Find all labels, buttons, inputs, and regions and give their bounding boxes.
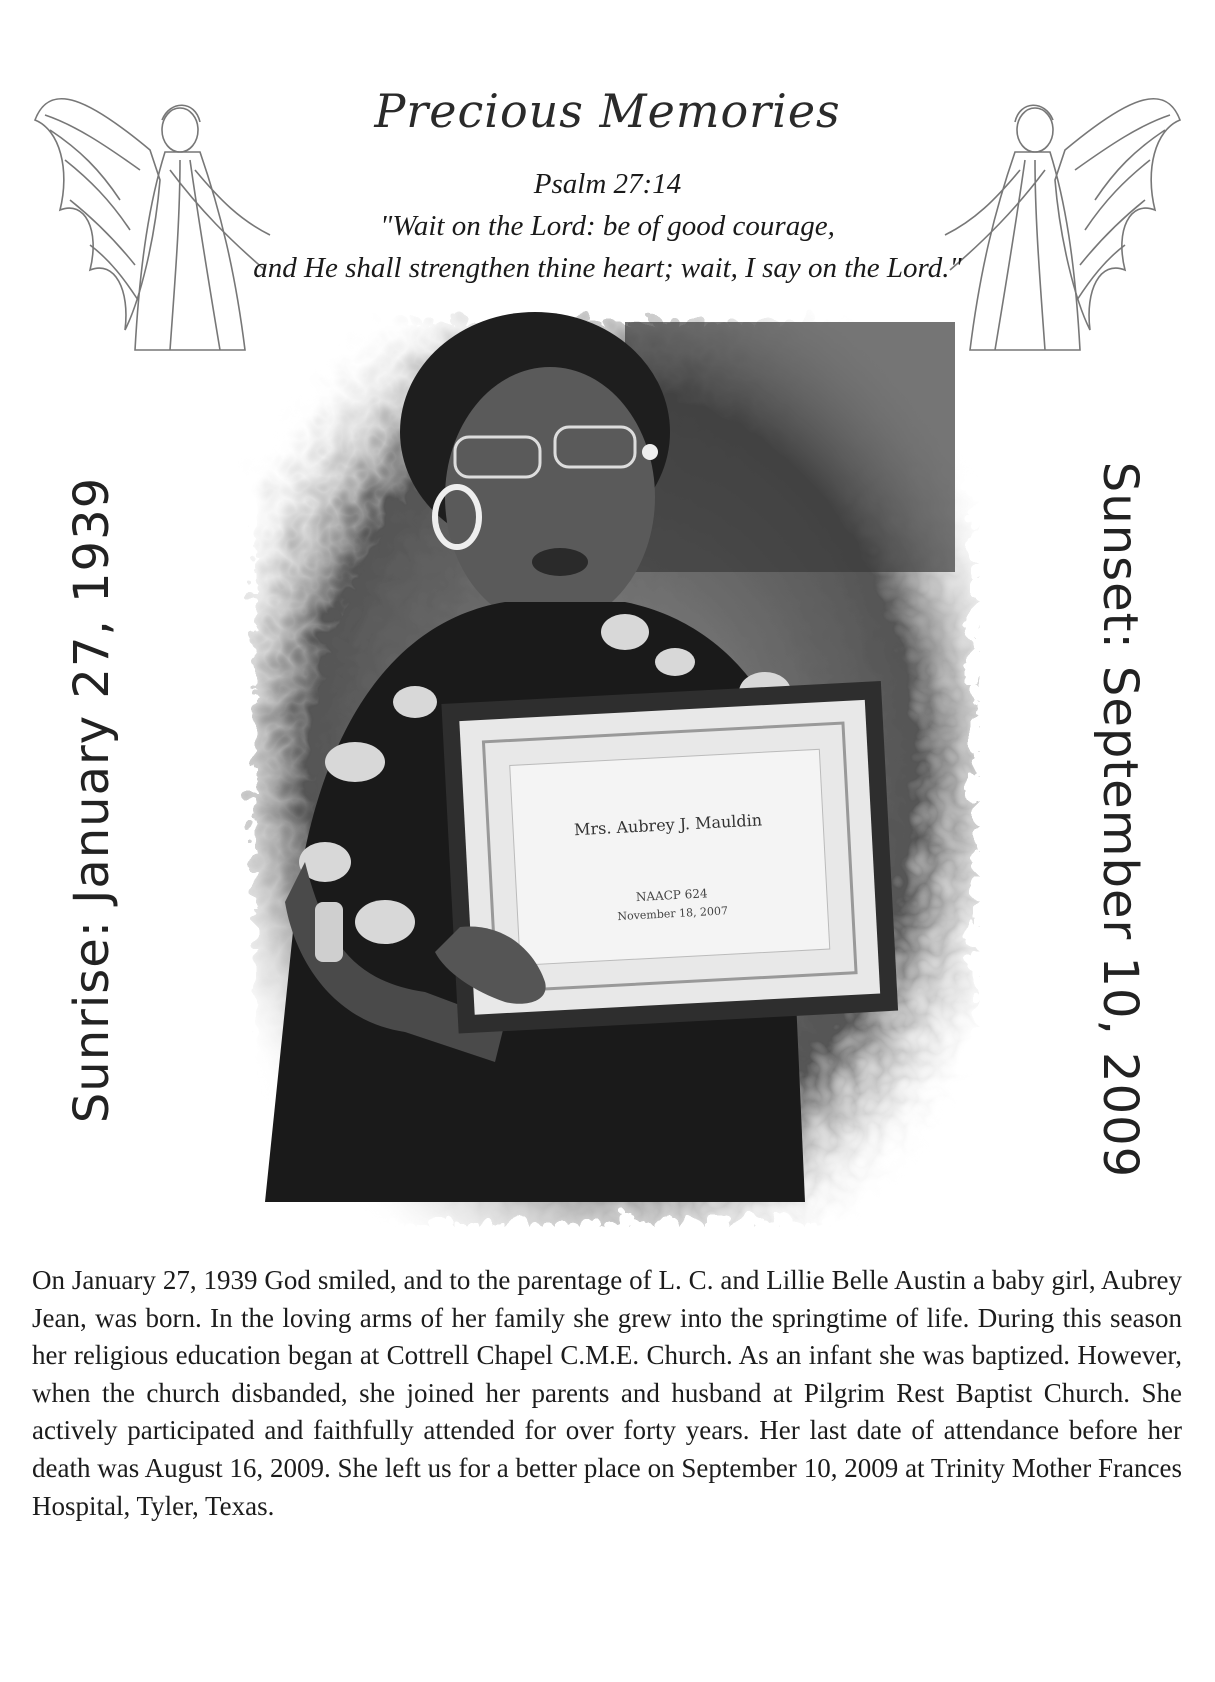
verse-line-1: "Wait on the Lord: be of good courage, [380,210,835,242]
verse-line-2: and He shall strengthen thine heart; wait, I say on the Lord." [253,252,962,284]
sunrise-date: Sunrise: January 27, 1939 [64,476,120,1124]
portrait-photo [205,302,1005,1247]
certificate-name: Mrs. Aubrey J. Mauldin [573,810,763,840]
page-title: Precious Memories [374,84,841,138]
obituary-text: On January 27, 1939 God smiled, and to the parentage of L. C. and Lillie Belle Austin a baby girl, Aubrey Jean, was born. In the loving arms of her family she grew into the springtime of life. During this season her religious education began at Cottrell Chapel C.M.E. Church. As an infant she was baptized. However, when the church disbanded, she joined her parents and husband at Pilgrim Rest Baptist Church. She actively participated and faithfully attended for over forty years. Her last date of attendance before her death was August 16, 2009. She left us for a better place on September 10, 2009 at Trinity Mother Frances Hospital, Tyler, Texas. [32,1265,1182,1521]
certificate-org: NAACP 624 [635,886,708,905]
certificate-date: November 18, 2007 [617,904,729,924]
verse-reference: Psalm 27:14 [533,168,682,200]
sunset-date: Sunset: September 10, 2009 [1092,461,1148,1179]
